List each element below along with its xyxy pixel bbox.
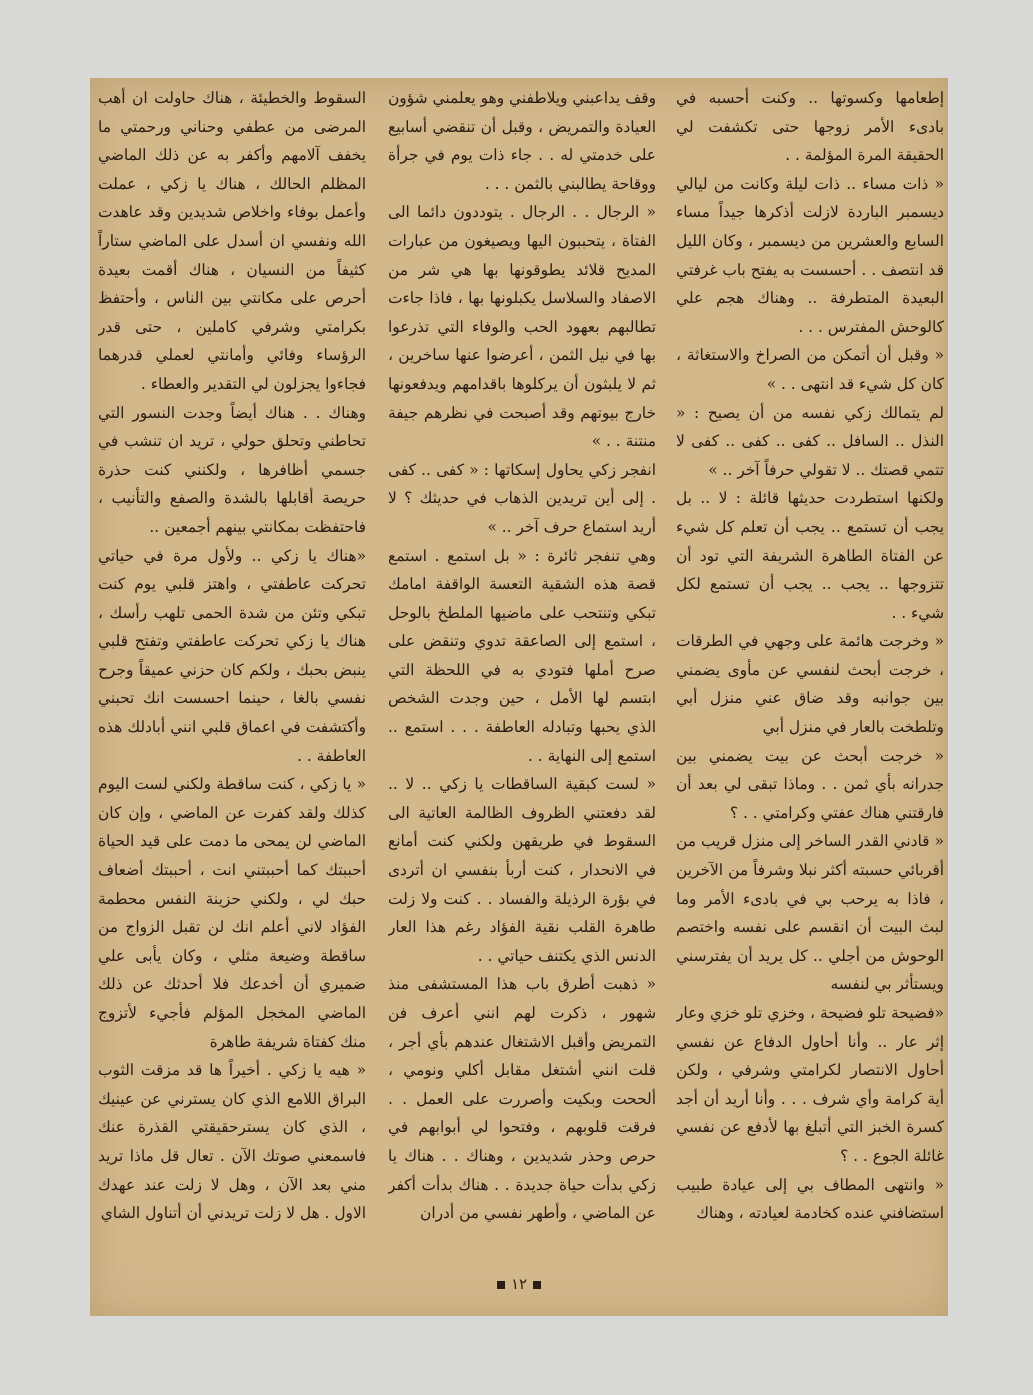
paragraph: « وقبل أن أتمكن من الصراخ والاستغاثة ، كان كل شيء قد انتهى . . » [676,346,944,393]
paragraph: «فضيحة تلو فضيحة ، وخزي تلو خزي وعار إثر عار .. وأنا أحاول الدفاع عن نفسي أحاول الانتصار لكرامتي وشرفي ، ولكن أية كرامة وأي شرف . . . وأنا أريد أن أجد كسرة الخبز التي أتبلغ بها لأدفع عن نفسي غائلة الجوع . . ؟ [676,1004,944,1165]
text-column-left [98,84,366,1260]
square-ornament-icon [533,1281,541,1289]
paragraph: « خرجت أبحث عن بيت يضمني بين جدرانه بأي ثمن . . وماذا تبقى لي بعد أن فارقتني هناك عفتي وكرامتي . . ؟ [676,746,944,822]
paragraph: « وخرجت هائمة على وجهي في الطرقات ، خرجت أبحث لنفسي عن مأوى يضمني بين جوانبه وقد ضاق عني منزل أبي وتلطخت بالعار في منزل أبي [676,632,944,737]
paragraph: وهي تنفجر ثائرة : « بل استمع . استمع قصة هذه الشقية التعسة الواقفة امامك تبكي وتنتحب على ماضيها الملطخ بالوحل ، استمع إلى الصاعقة تدوي وتنقض على صرح أملها فتودي به في اللحظة التي ابتسم لها الأمل ، حين وجدت الشخص الذي يحبها وتبادله العاطفة . . . استمع .. استمع إلى النهاية . . [388,546,656,765]
paragraph: لم يتمالك زكي نفسه من أن يصيح : « النذل .. السافل .. كفى .. كفى .. كفى لا تتمي قصتك .. لا تقولي حرفاً آخر .. » [676,403,944,479]
paragraph: « ذات مساء .. ذات ليلة وكانت من ليالي ديسمبر الباردة لازلت أذكرها جيداً مساء السابع والعشرين من ديسمبر ، وكان الليل قد انتصف . . أحسست به يفتح باب غرفتي البعيدة المتطرفة .. وهناك هجم علي كالوحش المفترس . . . [676,174,944,336]
paragraph: «هناك يا زكي .. ولأول مرة في حياتي تحركت عاطفتي ، واهتز قلبي يوم كنت تبكي وتئن من شدة الحمى تلهب رأسك ، هناك يا زكي تحركت عاطفتي وتفتح قلبي ينبض بحبك ، ولكم كان حزني عميقاً وجرح نفسي بالغا ، حينما احسست انك تحبني وأكتشفت في اعماق قلبي انني أبادلك هذه العاطفة . . [98,546,366,765]
paragraph: « ذهبت أطرق باب هذا المستشفى منذ شهور ، ذكرت لهم انني أعرف فن التمريض وأقبل الاشتغال عندهم بأي أجر ، قلت انني أشتغل مقابل أكلي ونومي ، ألححت وبكيت وأصررت على العمل . . فرقت قلوبهم ، وفتحوا لي أبوابهم في حرص وحذر شديدين ، وهناك . . هناك يا زكي بدأت حياة جديدة . . هناك بدأت أكفر عن الماضي ، وأطهر نفسي من أدران [388,975,656,1223]
paragraph: « لست كبقية الساقطات يا زكي .. لا .. لقد دفعتني الظروف الظالمة العاتية الى السقوط في طريقهن ولكني كنت أمانع في الانحدار ، كنت أربأ بنفسي ان أتردى في بؤرة الرذيلة والفساد . . كنت ولا زلت طاهرة القلب نقية الفؤاد رغم هذا العار الدنس الذي يكتنف حياتي . . [388,775,656,965]
square-ornament-icon [497,1281,505,1289]
text-column-middle [388,84,656,1260]
paragraph: إطعامها وكسوتها .. وكنت أحسبه في بادىء الأمر زوجها حتى تكشفت لي الحقيقة المرة المؤلمة . . [676,89,944,165]
magazine-page [90,78,948,1316]
paragraph: « الرجال . . الرجال . يتوددون دائما الى الفتاة ، يتحببون اليها ويصيغون من عبارات المديح قلائد يطوقونها بها هي شر من الاصفاد والسلاسل يكبلونها بها ، فاذا جاءت تطالبهم بعهود الحب والوفاء التي تذرعوا بها في نيل الثمن ، أعرضوا عنها ساخرين ، ثم لا يلبثون أن يركلوها باقدامهم ويدفعونها خارج بيوتهم وقد أصبحت في نظرهم جيفة منتنة . . » [388,203,656,451]
paragraph: وهناك . . هناك أيضاً وجدت النسور التي تحاطني وتحلق حولي ، تريد ان تنشب في جسمي أظافرها ، ولكنني كنت حذرة حريصة أقابلها بالشدة والصفع والتأنيب ، فاحتفظت بمكانتي بينهم أجمعين .. [98,403,366,536]
text-column-right [676,84,944,1260]
paragraph: ولكنها استطردت حديثها قائلة : لا .. بل يجب أن تستمع .. يجب أن تعلم كل شيء عن الفتاة الطاهرة الشريفة التي تود أن تتزوجها .. يجب .. يجب أن تستمع لكل شيء . . [676,489,944,622]
paragraph: وقف يداعبني ويلاطفني وهو يعلمني شؤون العيادة والتمريض ، وقبل أن تنقضي أسابيع على خدمتي له . . جاء ذات يوم في جرأة ووقاحة يطالبني بالثمن . . . [388,89,656,193]
paragraph: السقوط والخطيئة ، هناك حاولت ان أهب المرضى من عطفي وحناني ورحمتي ما يخفف آلامهم وأكفر به عن ذلك الماضي المظلم الحالك ، هناك يا زكي ، عملت وأعمل بوفاء واخلاص شديدين وقد عاهدت الله ونفسي ان أسدل على الماضي ستاراً كثيفاً من النسيان ، هناك أقمت بعيدة أحرص على مكانتي بين الناس ، وأحتفظ بكرامتي وشرفي كاملين ، حتى قدر الرؤساء وفائي وأمانتي لعملي قدرهما فجاءوا يجزلون لي التقدير والعطاء . [98,89,366,393]
paragraph: « وانتهى المطاف بي إلى عيادة طبيب استضافني عنده كخادمة لعيادته ، وهناك [676,1175,944,1223]
paragraph: « قادني القدر الساخر إلى منزل قريب من أقربائي حسبته أكثر نبلا وشرفاً من الآخرين ، فاذا به يرحب بي في بادىء الأمر وما لبث البيت أن انقسم على نفسه واختصم الوحوش من أجلي .. كل يريد أن يفترسني ويستأثر بي لنفسه [676,832,944,994]
paragraph: « هيه يا زكي . أخيراً ها قد مزقت الثوب البراق اللامع الذي كان يسترني عن عينيك ، الذي كان يسترحقيقتي القذرة عنك فاسمعني صوتك الآن . تعال قل ماذا تريد مني بعد الآن ، وهل لا زلت عند عهدك الاول . هل لا زلت تريدني أن أتناول الشاي [98,1061,366,1223]
paragraph: انفجر زكي يحاول إسكاتها : « كفى .. كفى . إلى أين تريدين الذهاب في حديثك ؟ لا أريد استماع حرف آخر .. » [388,460,656,536]
paragraph: « يا زكي ، كنت ساقطة ولكني لست اليوم كذلك ولقد كفرت عن الماضي ، وإن كان الماضي لن يمحى ما دمت على قيد الحياة أحببتك كما أحببتني انت ، أحببتك أضعاف حبك لي ، ولكني حزينة النفس محطمة الفؤاد لاني أعلم انك لن تقبل الزواج من ساقطة وضيعة مثلي ، وكان يأبى علي ضميري أن أخدعك فلا أحدثك عن ذلك الماضي المخجل المؤلم فأجيء لأتزوج منك كفتاة شريفة طاهرة [98,775,366,1051]
page-number [90,1275,948,1293]
page-number-text: ١٢ [510,1275,528,1293]
